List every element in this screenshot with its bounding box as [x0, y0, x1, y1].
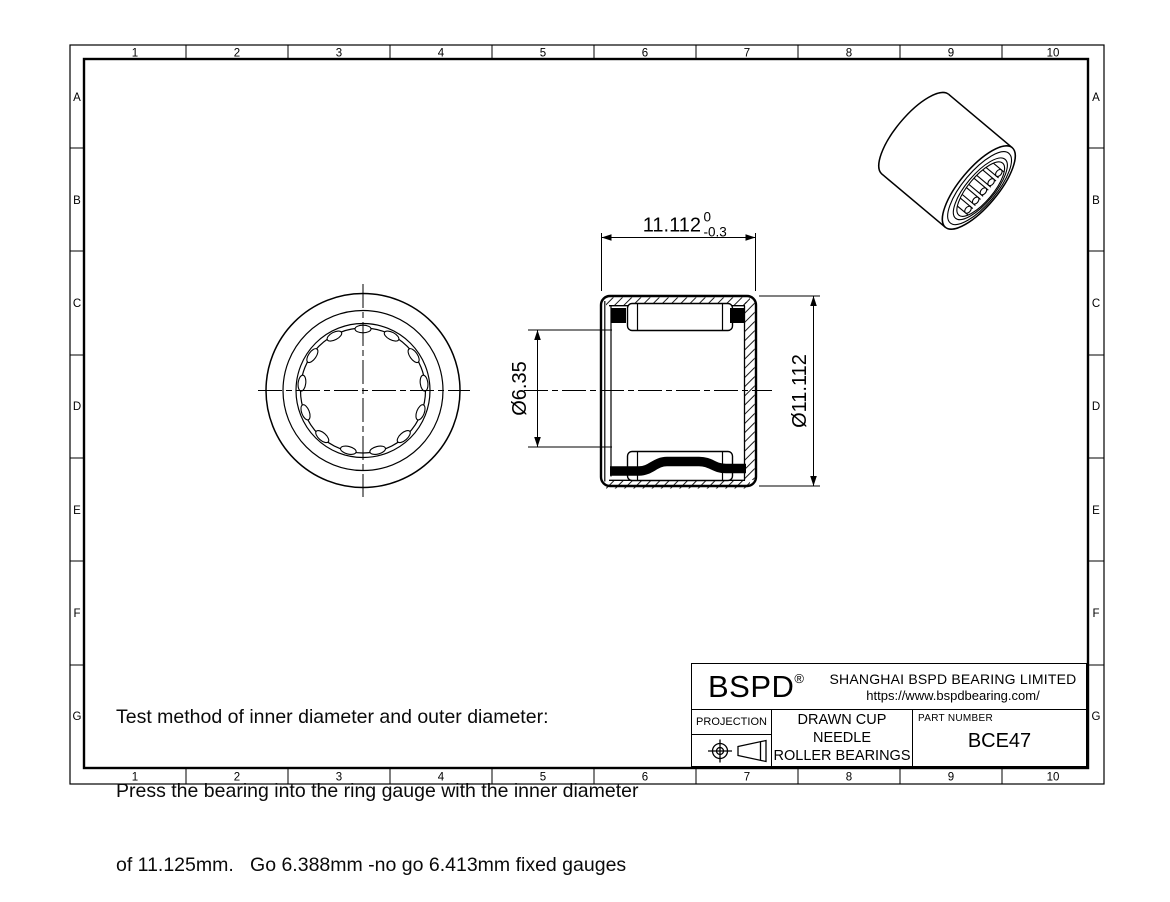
col-label-bottom: 1 [131, 771, 139, 784]
col-label-bottom: 7 [743, 771, 751, 784]
row-label-right: E [1092, 505, 1100, 517]
row-label-left: G [72, 711, 82, 723]
col-label-bottom: 2 [233, 771, 241, 784]
row-label-right: F [1092, 608, 1100, 620]
note-line: Press the bearing into the ring gauge with the inner diameter [116, 779, 639, 802]
col-label-bottom: 3 [335, 771, 343, 784]
col-label-top: 4 [437, 47, 445, 60]
col-label-top: 10 [1046, 47, 1060, 60]
row-label-right: A [1092, 92, 1100, 104]
dim-od-value: Ø11.112 [788, 354, 811, 428]
part-number-value: BCE47 [967, 730, 1032, 752]
row-label-right: B [1092, 195, 1100, 207]
col-label-bottom: 4 [437, 771, 445, 784]
col-label-top: 3 [335, 47, 343, 60]
row-label-left: F [73, 608, 81, 620]
dim-width-tol-upper: 0 [703, 209, 712, 225]
company-logo [692, 669, 820, 705]
company-name: SHANGHAI BSPD BEARING LIMITED [829, 670, 1077, 687]
row-label-left: B [73, 195, 81, 207]
front-view-centerlines [258, 284, 470, 497]
product-name-cell [772, 710, 913, 766]
test-method-notes [116, 656, 638, 902]
projection-symbol-cell [692, 735, 771, 766]
section-view [524, 296, 772, 489]
dimension-width [602, 210, 756, 292]
col-label-top: 8 [845, 47, 853, 60]
dim-bore-value: Ø6.35 [508, 361, 531, 416]
logo-text: BSPD [707, 668, 795, 704]
row-label-left: E [73, 505, 81, 517]
dim-width-tol-lower: -0.3 [703, 224, 727, 240]
col-label-bottom: 9 [947, 771, 955, 784]
row-label-left: C [72, 298, 82, 310]
note-line: of 11.125mm. Go 6.388mm -no go 6.413mm fixed gauges [116, 853, 627, 876]
title-block-detail-row [692, 710, 1086, 766]
projection-label: PROJECTION [692, 710, 771, 735]
company-info [820, 671, 1086, 703]
note-line: Test method of inner diameter and outer diameter: [116, 706, 549, 729]
company-website: https://www.bspdbearing.com/ [866, 687, 1040, 703]
row-label-left: A [73, 92, 81, 104]
part-number-label: PART NUMBER [918, 713, 993, 724]
product-name-line2: ROLLER BEARINGS [773, 748, 911, 764]
part-number-cell [913, 710, 1086, 766]
col-label-top: 5 [539, 47, 547, 60]
col-label-top: 6 [641, 47, 649, 60]
registered-mark: ® [794, 670, 804, 686]
product-name-line1: DRAWN CUP NEEDLE [797, 712, 887, 746]
front-view [258, 284, 470, 497]
col-label-top: 1 [131, 47, 139, 60]
col-label-bottom: 6 [641, 771, 649, 784]
col-label-bottom: 8 [845, 771, 853, 784]
top-roller [612, 304, 745, 331]
first-angle-projection-icon [696, 738, 768, 764]
title-block [691, 663, 1087, 767]
col-label-bottom: 5 [539, 771, 547, 784]
bottom-roller [610, 452, 746, 481]
col-label-bottom: 10 [1046, 771, 1060, 784]
row-label-right: G [1091, 711, 1101, 723]
projection-cell [692, 710, 772, 766]
row-label-right: D [1091, 401, 1101, 413]
isometric-view [867, 82, 1027, 239]
col-label-top: 2 [233, 47, 241, 60]
title-block-company-row [692, 664, 1086, 710]
dimension-bore [509, 330, 612, 447]
dim-width-value: 11.112 [642, 214, 701, 237]
col-label-top: 7 [743, 47, 751, 60]
row-label-left: D [72, 401, 82, 413]
row-label-right: C [1091, 298, 1101, 310]
col-label-top: 9 [947, 47, 955, 60]
